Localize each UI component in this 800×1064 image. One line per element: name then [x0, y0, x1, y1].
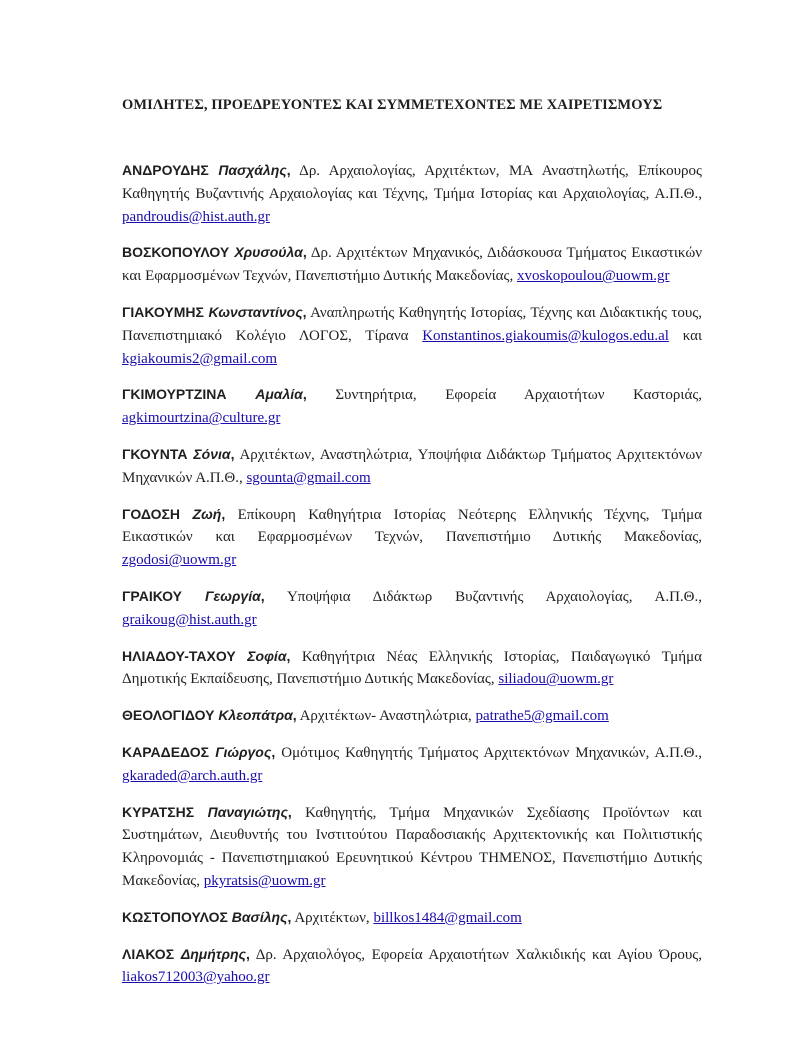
speaker-surname: ΓΚΟΥΝΤΑ: [122, 445, 188, 462]
speaker-affiliation: Δρ. Αρχαιολογίας, Αρχιτέκτων, MA Αναστηλωτής, Επίκουρος Καθηγητής Βυζαντινής Αρχαιολογίας και Τέχνης, Τμήμα Ιστορίας και Αρχαιολογίας, Α.Π.Θ.,: [122, 163, 702, 202]
speaker-entry: [122, 943, 702, 990]
speaker-given-name: Βασίλης: [231, 908, 288, 925]
email-link[interactable]: sgounta@gmail.com: [246, 469, 371, 486]
speaker-entry: [122, 645, 702, 692]
speaker-surname: ΑΝΔΡΟΥΔΗΣ: [122, 162, 209, 178]
speaker-affiliation: Υποψήφια Διδάκτωρ Βυζαντινής Αρχαιολογίας, Α.Π.Θ.,: [286, 588, 702, 605]
speaker-entry: [122, 503, 702, 572]
speaker-affiliation: Αναπληρωτής Καθηγητής Ιστορίας, Τέχνης και Διδακτικής τους, Πανεπιστημιακό Κολέγιο ΛΟΓΟΣ, Τίρανα: [122, 304, 702, 344]
email-link[interactable]: Konstantinos.giakoumis@kulogos.edu.al: [422, 327, 669, 344]
speaker-entry: [122, 241, 702, 288]
speaker-surname: ΓΡΑΙΚΟΥ: [122, 587, 183, 604]
speaker-surname: ΓΙΑΚΟΥΜΗΣ: [122, 303, 204, 320]
email-link[interactable]: siliadou@uowm.gr: [498, 671, 614, 688]
speaker-entry: [122, 159, 702, 228]
speaker-entry: [122, 906, 702, 930]
email-joiner: και: [682, 327, 703, 344]
speaker-name: ΓΚΟΥΝΤΑ Σόνια,: [122, 445, 235, 462]
speaker-name: ΓΡΑΙΚΟΥ Γεωργία,: [122, 587, 265, 604]
speaker-given-name: Ζωή: [192, 505, 222, 522]
speaker-surname: ΚΥΡΑΤΣΗΣ: [122, 803, 195, 820]
speaker-affiliation: Ομότιμος Καθηγητής Τμήματος Αρχιτεκτόνων Μηχανικών, Α.Π.Θ.,: [281, 744, 703, 761]
speaker-affiliation: Δρ. Αρχιτέκτων Μηχανικός, Διδάσκουσα Τμήματος Εικαστικών και Εφαρμοσμένων Τεχνών, Πανεπιστήμιο Δυτικής Μακεδονίας,: [122, 245, 702, 285]
speaker-surname: ΛΙΑΚΟΣ: [122, 945, 175, 962]
email-link[interactable]: graikoug@hist.auth.gr: [122, 611, 257, 628]
speaker-surname: ΚΑΡΑΔΕΔΟΣ: [122, 743, 210, 760]
speaker-entry: [122, 741, 702, 788]
speaker-name: ΚΑΡΑΔΕΔΟΣ Γιώργος,: [122, 743, 276, 760]
speaker-name: ΒΟΣΚΟΠΟΥΛΟΥ Χρυσούλα,: [122, 244, 307, 261]
speaker-name: ΘΕΟΛΟΓΙΔΟΥ Κλεοπάτρα,: [122, 707, 297, 724]
speaker-surname: ΓΟΔΟΣΗ: [122, 505, 181, 522]
email-link[interactable]: gkaraded@arch.auth.gr: [122, 767, 263, 784]
speaker-given-name: Γεωργία: [205, 587, 261, 604]
speaker-given-name: Χρυσούλα: [234, 244, 303, 261]
speaker-name: ΑΝΔΡΟΥΔΗΣ Πασχάλης,: [122, 162, 291, 178]
speaker-entry: [122, 801, 702, 893]
speaker-affiliation: Αρχιτέκτων,: [294, 909, 370, 926]
speaker-affiliation: Συντηρήτρια, Εφορεία Αρχαιοτήτων Καστοριάς,: [335, 387, 703, 404]
email-link[interactable]: pandroudis@hist.auth.gr: [122, 208, 270, 225]
speaker-surname: ΗΛΙΑΔΟΥ-ΤΑΧΟΥ: [122, 647, 236, 664]
speaker-given-name: Κλεοπάτρα: [218, 707, 293, 724]
speaker-given-name: Αμαλία: [255, 386, 303, 403]
email-link-secondary[interactable]: kgiakoumis2@gmail.com: [122, 350, 278, 367]
email-link[interactable]: pkyratsis@uowm.gr: [203, 872, 326, 889]
email-link[interactable]: billkos1484@gmail.com: [373, 909, 522, 926]
speaker-name: ΗΛΙΑΔΟΥ-ΤΑΧΟΥ Σοφία,: [122, 647, 291, 664]
speaker-surname: ΘΕΟΛΟΓΙΔΟΥ: [122, 707, 215, 724]
speaker-given-name: Κωνσταντίνος: [208, 303, 303, 320]
speaker-name: ΚΥΡΑΤΣΗΣ Παναγιώτης,: [122, 803, 292, 820]
speaker-affiliation: Επίκουρη Καθηγήτρια Ιστορίας Νεότερης Ελληνικής Τέχνης, Τμήμα Εικαστικών και Εφαρμοσμένων Τεχνών, Πανεπιστήμιο Δυτικής Μακεδονίας,: [122, 506, 703, 546]
speaker-name: ΛΙΑΚΟΣ Δημήτρης,: [122, 945, 250, 962]
email-link[interactable]: zgodosi@uowm.gr: [122, 552, 237, 569]
speaker-surname: ΓΚΙΜΟΥΡΤΖΙΝΑ: [122, 386, 227, 403]
email-link[interactable]: agkimourtzina@culture.gr: [122, 410, 281, 427]
speaker-given-name: Γιώργος: [215, 743, 272, 760]
speaker-affiliation: Καθηγητής, Τμήμα Μηχανικών Σχεδίασης Προϊόντων και Συστημάτων, Διευθυντής του Ινστιτούτου Παραδοσιακής Αρχιτεκτονικής και Πολιτιστικής Κληρονομιάς - Πανεπιστημιακού Ερευνητικού Κέντρου ΤΗΜΕΝΟΣ, Πανεπιστήμιο Δυτικής Μακεδονίας,: [122, 804, 703, 889]
speaker-affiliation: Αρχιτέκτων- Αναστηλώτρια,: [299, 708, 472, 725]
speaker-affiliation: Δρ. Αρχαιολόγος, Εφορεία Αρχαιοτήτων Χαλκιδικής και Αγίου Όρους,: [255, 946, 702, 963]
page-title: ΟΜΙΛΗΤΕΣ, ΠΡΟΕΔΡΕΥΟΝΤΕΣ ΚΑΙ ΣΥΜΜΕΤΕΧΟΝΤΕΣ ΜΕ ΧΑΙΡΕΤΙΣΜΟΥΣ: [122, 97, 663, 113]
speaker-given-name: Σοφία: [247, 647, 287, 664]
speaker-given-name: Σόνια: [193, 445, 231, 462]
speaker-given-name: Πασχάλης: [218, 162, 287, 178]
speaker-surname: ΒΟΣΚΟΠΟΥΛΟΥ: [122, 244, 230, 261]
speaker-name: ΓΚΙΜΟΥΡΤΖΙΝΑ Αμαλία,: [122, 386, 307, 403]
email-link[interactable]: liakos712003@yahoo.gr: [122, 969, 270, 986]
speaker-entry: [122, 704, 702, 728]
speaker-affiliation: Αρχιτέκτων, Αναστηλώτρια, Υποψήφια Διδάκτωρ Τμήματος Αρχιτεκτόνων Μηχανικών Α.Π.Θ.,: [122, 446, 703, 486]
speaker-surname: ΚΩΣΤΟΠΟΥΛΟΣ: [122, 908, 228, 925]
speaker-name: ΚΩΣΤΟΠΟΥΛΟΣ Βασίλης,: [122, 908, 292, 925]
speaker-given-name: Παναγιώτης: [207, 803, 288, 820]
speaker-entry: [122, 301, 702, 370]
speaker-affiliation: Καθηγήτρια Νέας Ελληνικής Ιστορίας, Παιδαγωγικό Τμήμα Δημοτικής Εκπαίδευσης, Πανεπιστήμιο Δυτικής Μακεδονίας,: [122, 648, 703, 688]
speaker-name: ΓΙΑΚΟΥΜΗΣ Κωνσταντίνος,: [122, 303, 307, 320]
speaker-name: ΓΟΔΟΣΗ Ζωή,: [122, 505, 226, 522]
speaker-entry: [122, 443, 702, 490]
speaker-list: [122, 159, 702, 1002]
speaker-given-name: Δημήτρης: [180, 945, 247, 962]
speaker-entry: [122, 383, 702, 430]
email-link[interactable]: patrathe5@gmail.com: [475, 708, 609, 725]
speaker-entry: [122, 585, 702, 632]
email-link[interactable]: xvoskopoulou@uowm.gr: [516, 268, 670, 285]
